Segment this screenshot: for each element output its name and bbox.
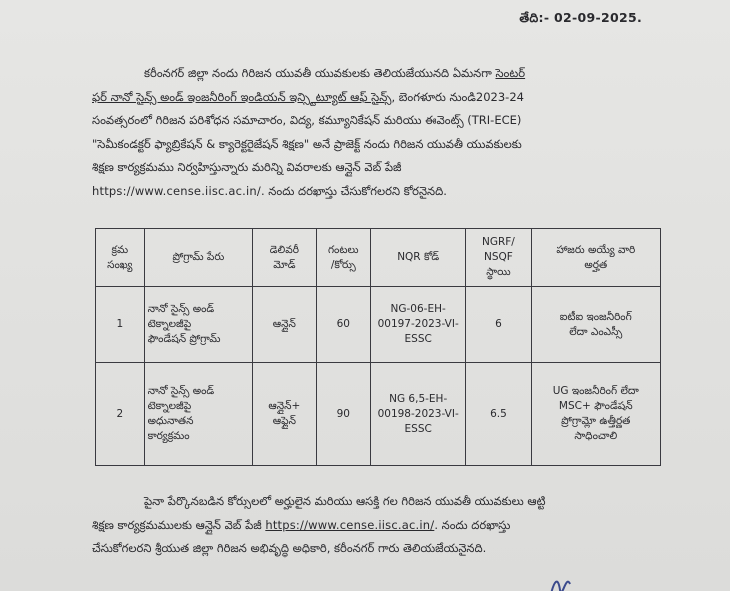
signature-mark (540, 570, 600, 591)
cell-program: నానో సైన్స్ అండ్ టెక్నాలజీపై ఫౌండేషన్ ప్రోగ్రామ్ (144, 287, 253, 363)
intro-line-4: "సెమీకండక్టర్ ఫ్యాబ్రికేషన్ & క్యారెక్టరైజేషన్ శిక్షణ" అనే ప్రాజెక్ట్ నందు గిరిజన యువతీ యువకులకు (92, 136, 522, 151)
intro-paragraph (92, 62, 652, 203)
table-row (96, 287, 661, 363)
cell-eligibility: UG ఇంజనీరింగ్ లేదా MSC+ ఫౌండేషన్ ప్రోగ్రామ్లో ఉత్తీర్ణత సాధించాలి (531, 363, 660, 466)
intro-line-1 (92, 62, 652, 86)
institute-name: ఫర్ నానో సైన్స్ అండ్ ఇంజనీరింగ్ ఇండియన్ ఇన్స్టిట్యూట్ ఆఫ్ సైన్స్ (92, 89, 392, 104)
closing-paragraph (92, 490, 652, 561)
cell-ngrf: 6 (466, 287, 531, 363)
cell-sno: 1 (96, 287, 145, 363)
header-hours: గంటలు /కోర్సు (316, 229, 370, 287)
intro-line-1-text: కరీంనగర్ జిల్లా నందు గిరిజన యువతీ యువకులకు తెలియజేయునది ఏమనగా (144, 66, 492, 80)
header-mode: డెలివరీ మోడ్ (253, 229, 316, 287)
document-date: తేది:- 02-09-2025. (519, 10, 642, 25)
closing-line-2-text: శిక్షణ కార్యక్రమములకు ఆన్లైన్ వెబ్ పేజీ (92, 517, 262, 532)
intro-line-5: శిక్షణ కార్యక్రమము నిర్వహిస్తున్నారు మరిన్ని వివరాలకు ఆన్లైన్ వెబ్ పేజీ (92, 160, 402, 174)
closing-website-link[interactable]: https://www.cense.iisc.ac.in/ (265, 517, 435, 532)
cell-ngrf: 6.5 (466, 363, 531, 466)
header-nqr: NQR కోడ్ (371, 229, 466, 287)
cell-sno: 2 (96, 363, 145, 466)
table-header-row (96, 229, 661, 287)
closing-line-1: పైనా పేర్కొనబడిన కోర్సులలో అర్హులైన మరియు ఆసక్తి గల గిరిజన యువతీ యువకులు ఆట్టి (144, 494, 546, 508)
institute-name-start: సెంటర్ (495, 66, 526, 80)
intro-line-2 (92, 86, 652, 110)
header-program: ప్రోగ్రామ్ పేరు (144, 229, 253, 287)
programs-table (95, 228, 661, 466)
intro-line-6 (92, 180, 652, 204)
header-ngrf: NGRF/ NSQF స్థాయి (466, 229, 531, 287)
cell-mode: ఆన్లైన్ (253, 287, 316, 363)
cell-nqr: NG 6,5-EH- 00198-2023-VI- ESSC (371, 363, 466, 466)
closing-line-3: చేసుకోగలరని శ్రీయుత జిల్లా గిరిజన అభివృద్ధి అధికారి, కరీంనగర్ గారు తెలియజేయనైనది. (92, 541, 487, 555)
cell-eligibility: ఐటీఐ ఇంజనీరింగ్ లేదా ఎంఎస్సీ (531, 287, 660, 363)
cell-nqr: NG-06-EH- 00197-2023-VI- ESSC (371, 287, 466, 363)
closing-line-2-tail: . నందు దరఖాస్తు (434, 517, 511, 532)
cell-hours: 90 (316, 363, 370, 466)
intro-line-6-text: . నందు దరఖాస్తు చేసుకోగలరని కోరనైనది. (261, 183, 447, 198)
cell-mode: ఆన్లైన్+ ఆఫ్లైన్ (253, 363, 316, 466)
header-eligibility: హాజరు అయ్యే వారి అర్హత (531, 229, 660, 287)
intro-website-link[interactable]: https://www.cense.iisc.ac.in/ (92, 183, 261, 198)
header-sno: క్రమ సంఖ్య (96, 229, 145, 287)
table-row (96, 363, 661, 466)
closing-line-2 (92, 514, 652, 538)
cell-hours: 60 (316, 287, 370, 363)
intro-line-2-text: , బెంగళూరు నుండి2023-24 (391, 89, 524, 104)
intro-line-3: సంవత్సరంలో గిరిజన పరిశోధన సమాచారం, విద్య, కమ్యూనికేషన్ మరియు ఈవెంట్స్ (TRI-ECE) (92, 113, 522, 127)
cell-program: నానో సైన్స్ అండ్ టెక్నాలజీపై అధునాతన కార్యక్రమం (144, 363, 253, 466)
